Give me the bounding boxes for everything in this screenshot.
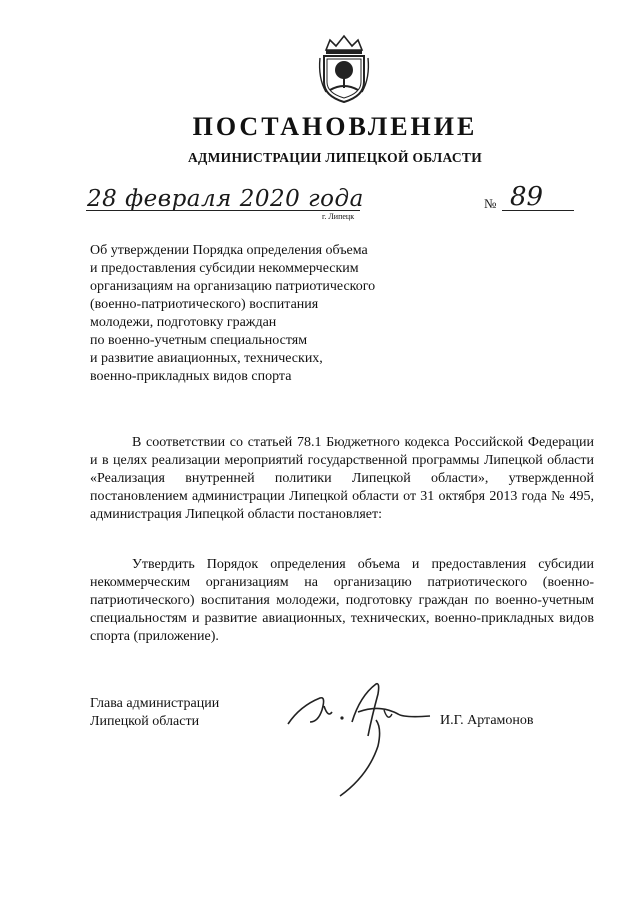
handwritten-signature-icon <box>280 676 440 802</box>
issuing-authority: АДМИНИСТРАЦИИ ЛИПЕЦКОЙ ОБЛАСТИ <box>187 150 483 165</box>
subject-line: военно-прикладных видов спорта <box>90 369 292 384</box>
document-title: ПОСТАНОВЛЕНИЕ <box>192 112 478 141</box>
subject-line: Об утверждении Порядка определения объема <box>90 243 368 258</box>
date-underline <box>86 210 360 211</box>
signatory-name: И.Г. Артамонов <box>440 713 534 728</box>
signatory-title-line: Глава администрации <box>90 696 220 711</box>
body-paragraph-preamble: В соответствии со статьей 78.1 Бюджетного кодекса Российской Федерации и в целях реализации мероприятий государственной программы Липецкой области «Реализация внутренней политики Липецкой области», утвержденной постановлением администрации Липецкой области от 31 октября 2013 года № 495, администрация Липецкой области постановляет: <box>90 435 594 522</box>
subject-line: по военно-учетным специальностям <box>90 333 308 348</box>
subject-line: и развитие авиационных, технических, <box>90 351 323 366</box>
signatory-title-line: Липецкой области <box>90 714 200 729</box>
document-city: г. Липецк <box>322 212 355 221</box>
subject-line: (военно-патриотического) воспитания <box>90 297 319 312</box>
document-number: 89 <box>510 182 544 212</box>
number-label: № <box>484 196 497 211</box>
body-paragraph-resolution: Утвердить Порядок определения объема и предоставления субсидии некоммерческим организациям на организацию патриотического (военно-патриотического) воспитания молодежи, подготовку граждан по военно-учетным специальностям и развитие авиационных, технических, военно-прикладных видов спорта (приложение). <box>90 557 594 644</box>
lipetsk-coat-of-arms-icon <box>316 32 372 106</box>
subject-line: и предоставления субсидии некоммерческим <box>90 261 359 276</box>
signatory-title <box>90 695 219 731</box>
subject-line: молодежи, подготовку граждан <box>90 315 277 330</box>
subject-line: организациям на организацию патриотического <box>90 279 376 294</box>
document-subject <box>90 242 420 386</box>
document-date: 28 февраля 2020 года <box>87 186 364 212</box>
number-underline <box>502 210 574 211</box>
